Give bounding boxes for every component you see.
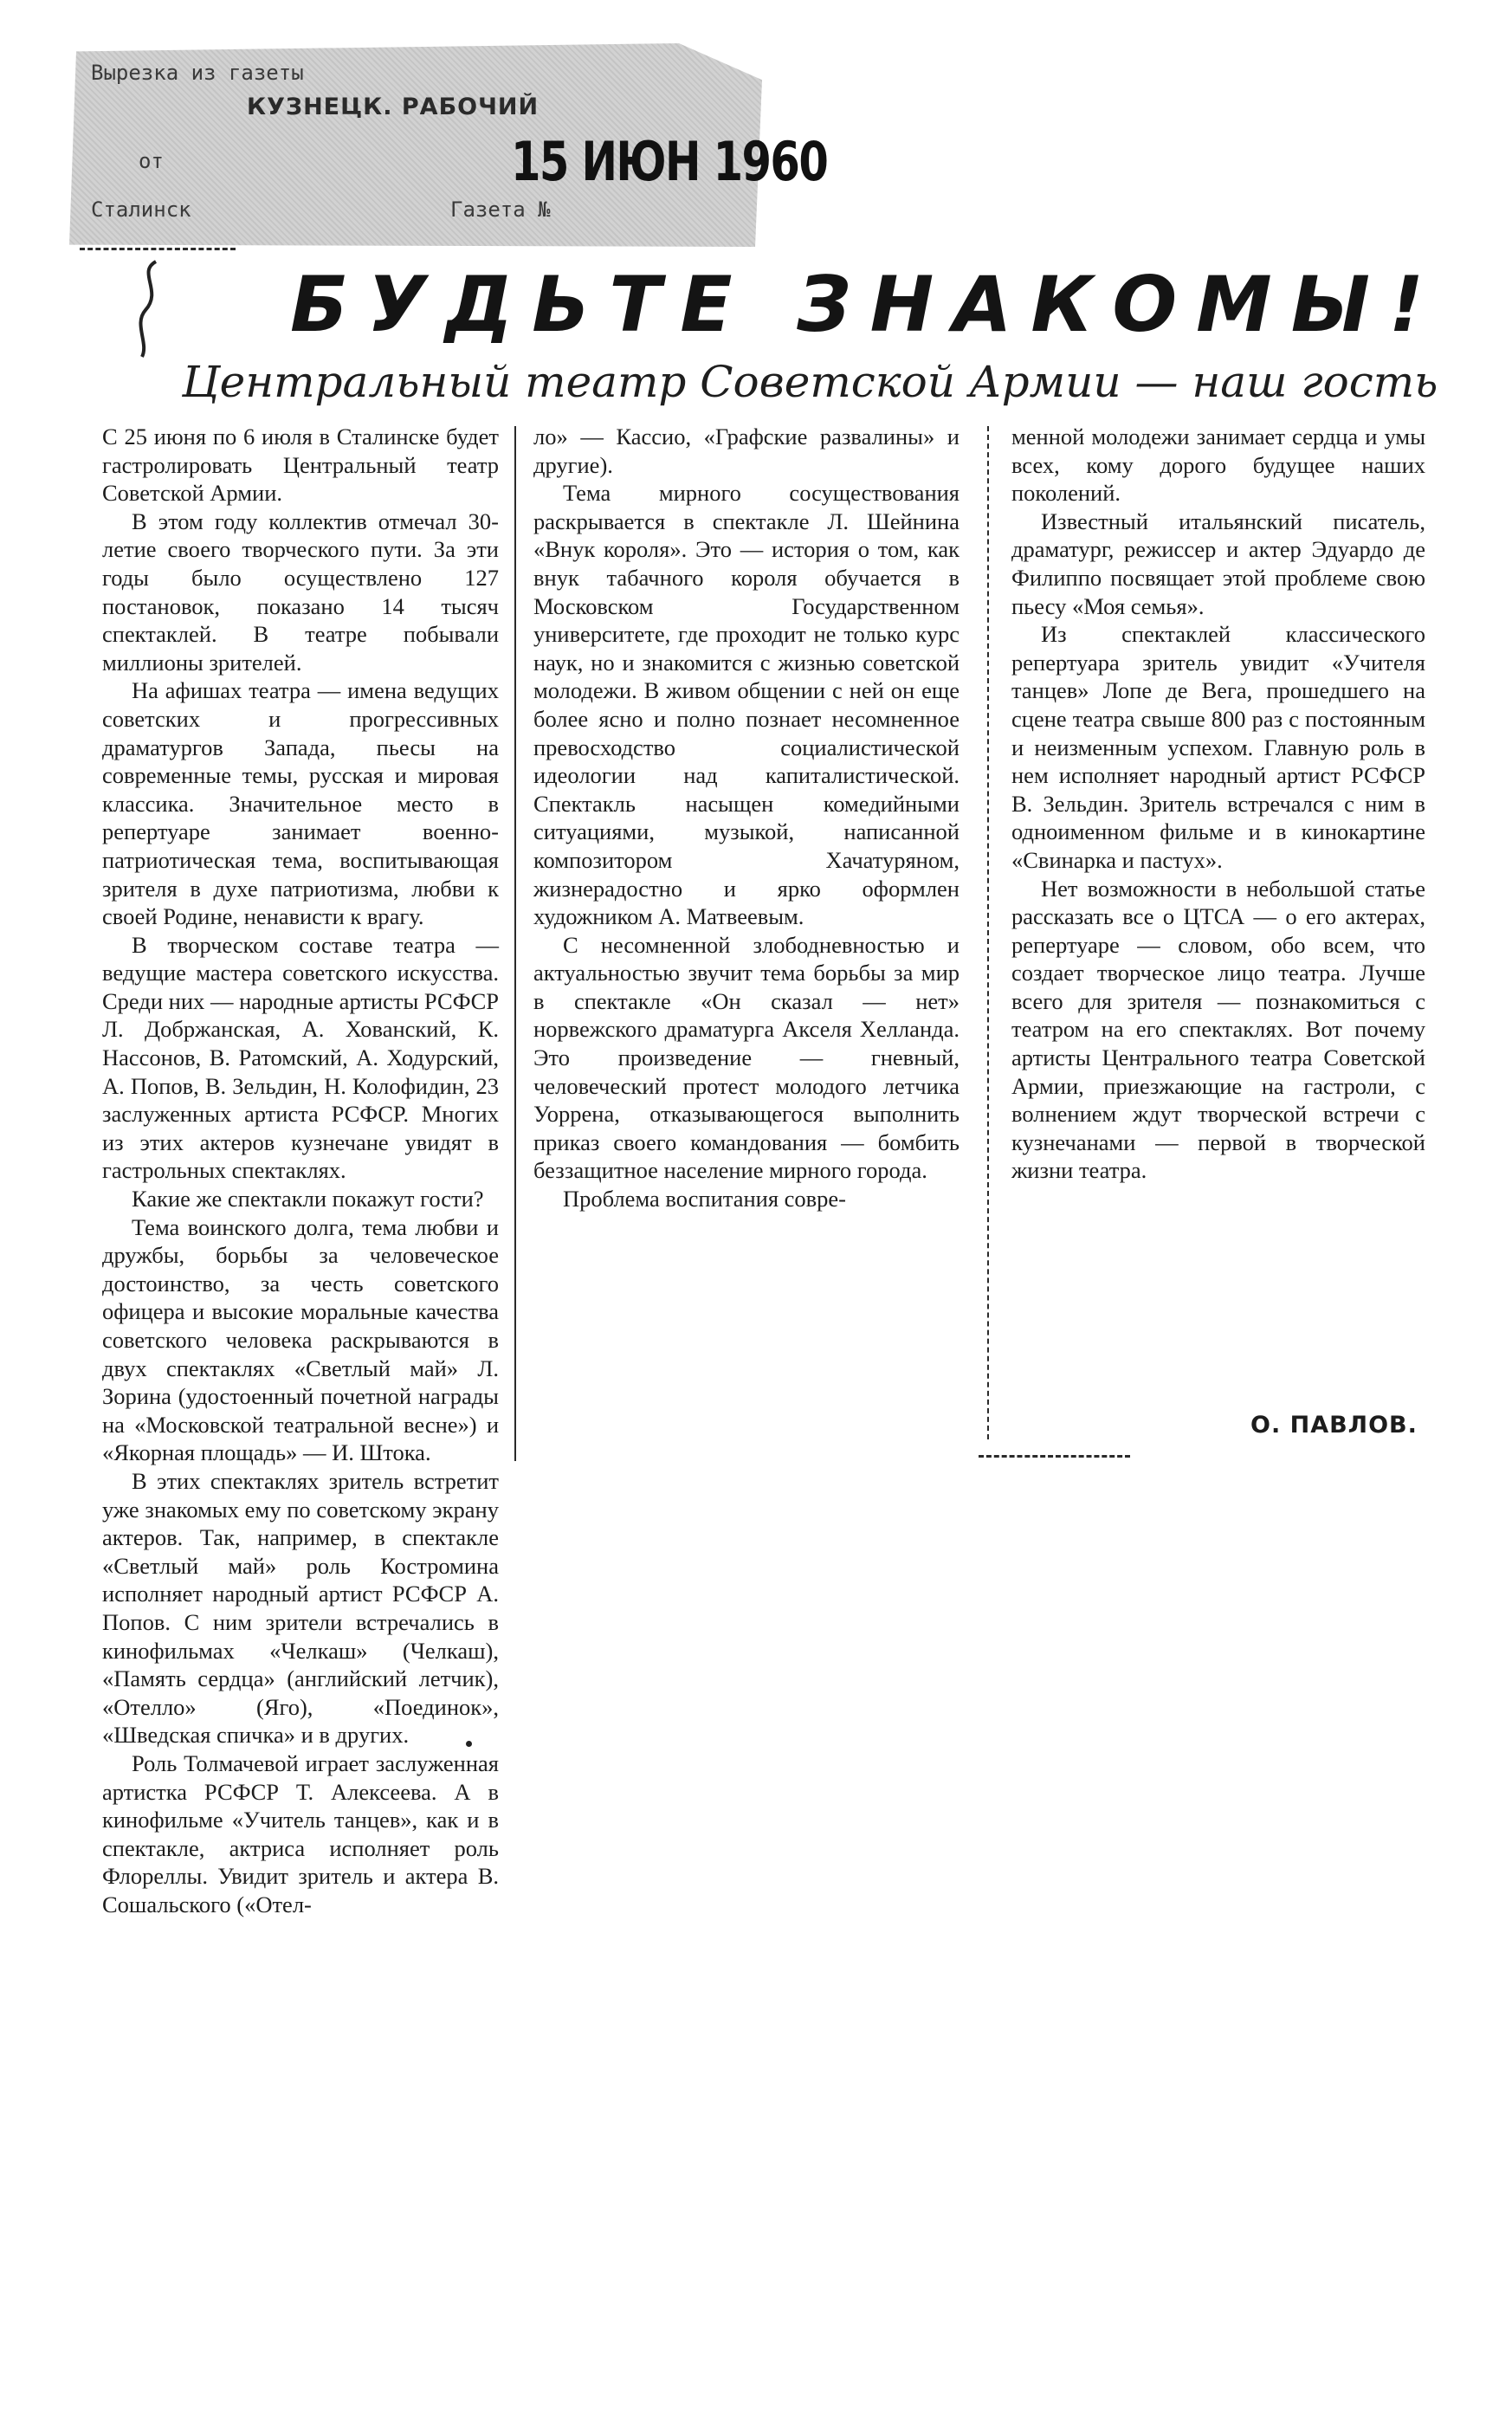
stamp-dashed-rule <box>80 248 236 250</box>
article-column-2 <box>533 423 960 1213</box>
column-rule <box>514 426 516 1461</box>
paragraph: Из спектаклей классического репертуара зритель увидит «Учителя танцев» Лопе де Вега, прошедшего на сцене театра свыше 800 раз с постоянным и неизменным успехом. Главную роль в нем исполняет народный артист РСФСР В. Зельдин. Зритель встречался с ним в одноименном фильме и в кинокартине «Свинарка и пастух». <box>1011 621 1425 873</box>
paragraph: менной молодежи занимает сердца и умы всех, кому дорого будущее наших поколений. <box>1011 424 1425 507</box>
paragraph: Роль Толмачевой играет заслуженная артистка РСФСР Т. Алексеева. А в кинофильме «Учитель танцев», как и в спектакле, актриса исполняет роль Флореллы. Увидит зритель и актера В. Сошальского («Отел- <box>102 1749 499 1917</box>
paragraph: Какие же спектакли покажут гости? <box>132 1186 484 1212</box>
clipping-date-stamp: 15 ИЮН 1960 <box>511 130 828 193</box>
newspaper-name: КУЗНЕЦК. РАБОЧИЙ <box>247 94 540 120</box>
article-headline: БУДЬТЕ ЗНАКОМЫ! <box>290 260 1444 349</box>
paragraph: С 25 июня по 6 июля в Сталинске будет гастролировать Центральный театр Советской Армии. <box>102 424 499 507</box>
article-column-3 <box>1011 423 1425 1185</box>
clipping-label: Вырезка из газеты <box>91 61 304 85</box>
paragraph: Тема воинского долга, тема любви и дружбы, борьбы за человеческое достоинство, за честь советского офицера и высокие моральные качества советского человека раскрываются в двух спектаклях «Светлый май» Л. Зорина (удостоенный почетной награды на «Московской театральной весне») и «Якорная площадь» — И. Штока. <box>102 1213 499 1466</box>
paragraph: В этих спектаклях зритель встретит уже знакомых ему по советскому экрану актеров. Так, например, в спектакле «Светлый май» роль Костромина исполняет народный артист РСФСР А. Попов. С ним зрители встречались в кинофильмах «Челкаш» (Челкаш), «Память сердца» (английский летчик), «Отелло» (Яго), «Поединок», «Шведская спичка» и в других. <box>102 1467 499 1749</box>
article-author: О. ПАВЛОВ. <box>1250 1412 1418 1439</box>
ink-dot <box>466 1741 472 1747</box>
paragraph: Проблема воспитания совре- <box>563 1186 846 1212</box>
paragraph: Тема мирного сосуществования раскрывается в спектакле Л. Шейнина «Внук короля». Это — история о том, как внук табачного короля обучается в Московском Государственном университете, где проходит не только курс наук, но и знакомится с жизнью советской молодежи. В живом общении с ней он еще более ясно и полно познает несомненное превосходство социалистической идеологии над капиталистической. Спектакль насыщен комедийными ситуациями, музыкой, написанной композитором Хачатуряном, жизнерадостно и ярко оформлен художником А. Матвеевым. <box>533 480 960 930</box>
clipping-city: Сталинск <box>91 197 191 222</box>
paragraph: С несомненной злободневностью и актуальностью звучит тема борьбы за мир в спектакле «Он сказал — нет» норвежского драматурга Акселя Хелланда. Это произведение — гневный, человеческий протест молодого летчика Уоррена, отказывающегося выполнить приказ своего командования — бомбить беззащитное население мирного города. <box>533 931 960 1184</box>
column-rule <box>987 426 989 1439</box>
article-column-1 <box>102 423 499 1918</box>
paragraph: ло» — Кассио, «Графские развалины» и другие). <box>533 424 960 478</box>
paragraph: Известный итальянский писатель, драматург, режиссер и актер Эдуардо де Филиппо посвящает этой проблеме свою пьесу «Моя семья». <box>1011 508 1425 619</box>
clipping-ot-label: от <box>139 149 164 173</box>
paragraph: На афишах театра — имена ведущих советских и прогрессивных драматургов Запада, пьесы на современные темы, русская и мировая классика. Значительное место в репертуаре занимает военно-патриотическая тема, воспитывающая зрителя в духе патриотизма, любви к своей Родине, ненависти к врагу. <box>102 677 499 930</box>
article-subheadline: Центральный театр Советской Армии — наш гость <box>182 357 1438 407</box>
paragraph: Нет возможности в небольшой статье рассказать все о ЦТСА — о его актерах, репертуаре — словом, обо всем, что создает творческое лицо театра. Лучше всего для зрителя — познакомиться с театром на его спектаклях. Вот почему артисты Центрального театра Советской Армии, приезжающие на гастроли, с волнением ждут творческой встречи с кузнечанами — первой в творческой жизни театра. <box>1011 875 1425 1184</box>
paragraph: В творческом составе театра — ведущие мастера советского искусства. Среди них — народные артисты РСФСР Л. Добржанская, А. Хованский, К. Нассонов, В. Ратомский, А. Ходурский, А. Попов, В. Зельдин, Н. Колофидин, 23 заслуженных артиста РСФСР. Многих из этих актеров кузнечане увидят в гастрольных спектаклях. <box>102 931 499 1184</box>
clipping-gazeta-number: Газета № <box>450 197 551 222</box>
paragraph: В этом году коллектив отмечал 30-летие своего творческого пути. За эти годы было осуществлено 127 постановок, показано 14 тысяч спектаклей. В театре побывали миллионы зрителей. <box>102 508 499 676</box>
bracket-mark-icon <box>130 256 173 360</box>
end-dashed-rule <box>979 1455 1130 1458</box>
